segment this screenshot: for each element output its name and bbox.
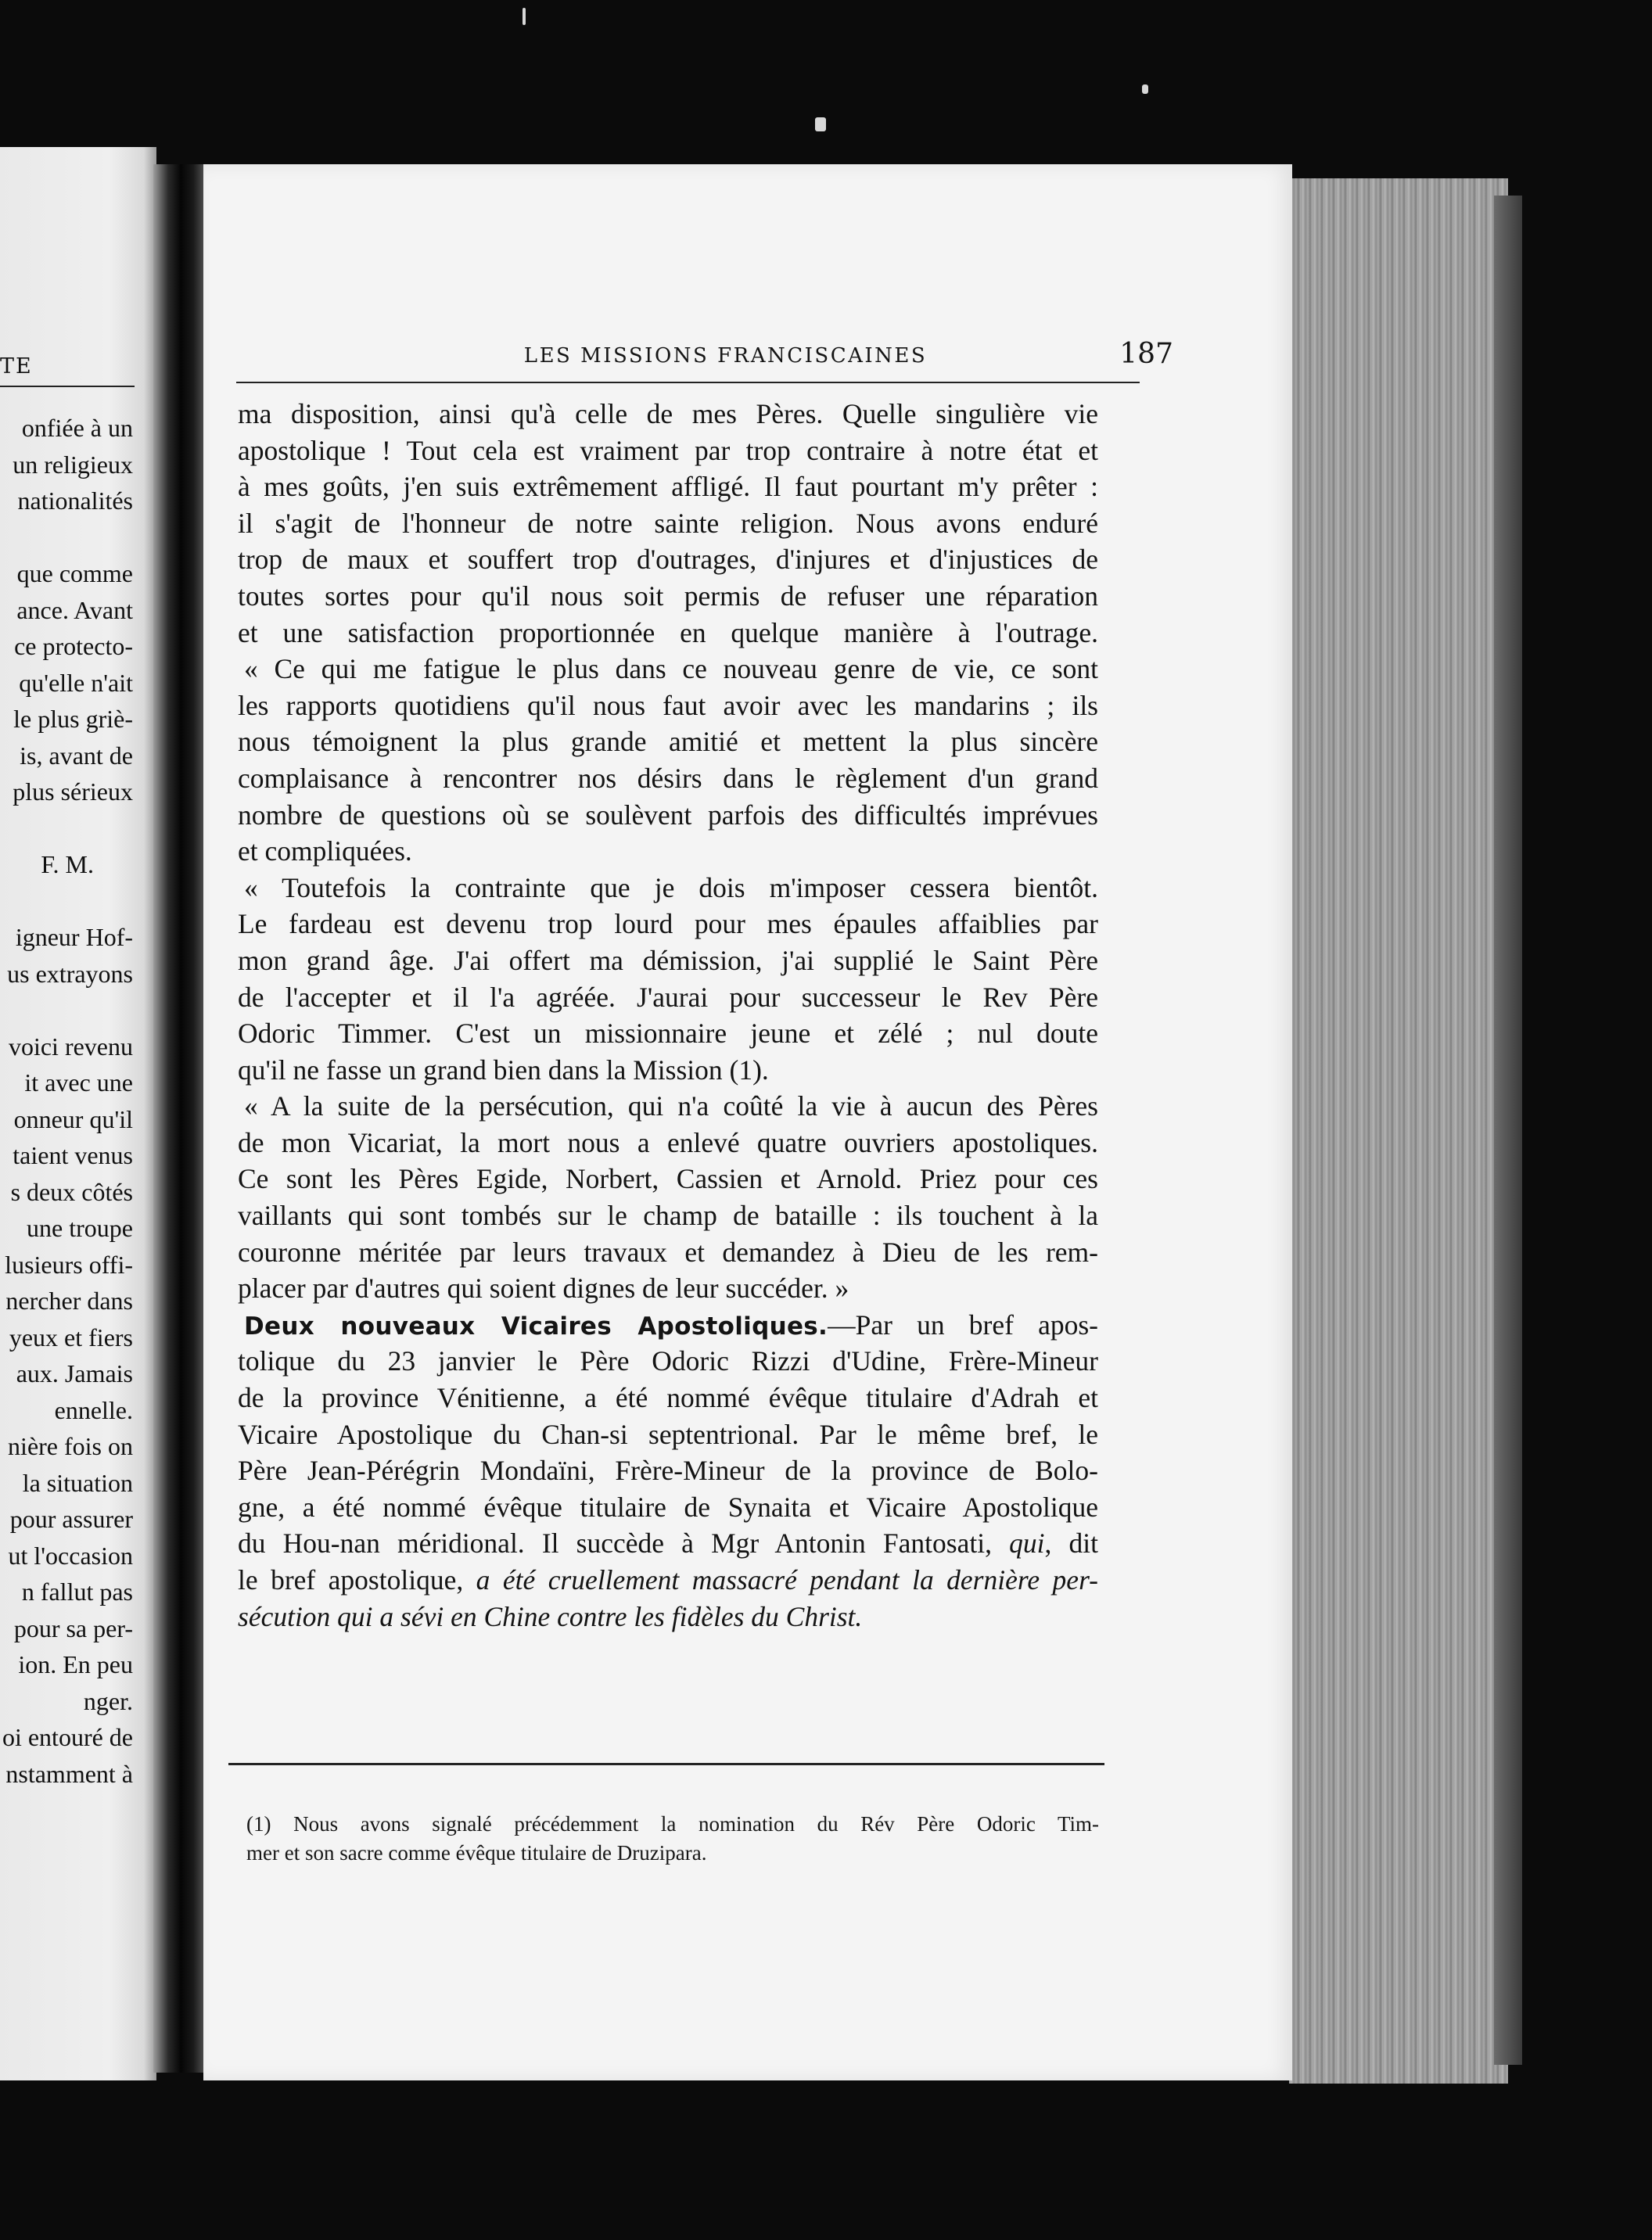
left-line: taient venus	[13, 1141, 133, 1169]
left-line: yeux et fiers	[9, 1323, 133, 1352]
text-line: de mon Vicariat, la mort nous a enlevé quatre ouvriers apostoliques.	[238, 1126, 1098, 1158]
footnote-line: mer et son sacre comme évêque titulaire de Druzipara.	[246, 1841, 707, 1865]
left-line: nationalités	[17, 486, 133, 515]
left-line: s deux côtés	[10, 1177, 133, 1206]
italic-fragment: sécution qui a sévi en Chine contre les fidèles du Christ.	[238, 1600, 863, 1632]
text-line: et compliquées.	[238, 835, 412, 867]
section-line	[238, 1307, 1098, 1344]
left-line: un religieux	[13, 450, 133, 479]
left-line: n fallut pas	[21, 1578, 133, 1606]
left-line: us extrayons	[7, 959, 133, 988]
text-line: tolique du 23 janvier le Père Odoric Rizzi d'Udine, Frère-Mineur	[238, 1345, 1098, 1377]
text-line: « A la suite de la persécution, qui n'a coûté la vie à aucun des Pères	[244, 1090, 1098, 1122]
right-page	[203, 164, 1292, 2080]
left-page-text	[0, 410, 133, 1792]
text-line: les rapports quotidiens qu'il nous faut avoir avec les mandarins ; ils	[238, 689, 1098, 721]
left-line	[0, 810, 133, 847]
text-line: il s'agit de l'honneur de notre sainte religion. Nous avons enduré	[238, 507, 1098, 539]
left-line: nstamment à	[5, 1759, 133, 1788]
left-line: oi entouré de	[2, 1723, 133, 1751]
page-number: 187	[1119, 338, 1173, 370]
left-line: le plus griè-	[13, 705, 133, 733]
text-line: trop de maux et souffert trop d'outrages, d'injures et d'injustices de	[238, 544, 1098, 576]
running-head-title: LES MISSIONS FRANCISCAINES	[523, 344, 928, 368]
italic-fragment: qui	[1009, 1527, 1045, 1560]
left-line: une troupe	[27, 1214, 133, 1242]
text-line: « Ce qui me fatigue le plus dans ce nouveau genre de vie, ce sont	[244, 653, 1098, 685]
left-line: pour assurer	[9, 1505, 133, 1533]
text-line: Vicaire Apostolique du Chan-si septentrional. Par le même bref, le	[238, 1418, 1098, 1450]
text-fragment: du Hou-nan méridional. Il succède à Mgr Antonin Fantosati,	[238, 1527, 1010, 1560]
left-line: ance. Avant	[16, 595, 133, 624]
text-line	[238, 1599, 1098, 1635]
left-line	[0, 883, 133, 920]
left-line: onneur qu'il	[13, 1104, 133, 1133]
dust-speck	[1142, 84, 1148, 94]
left-line: ut l'occasion	[8, 1541, 133, 1570]
page-edges-shadow	[1494, 196, 1522, 2065]
left-line: nercher dans	[5, 1287, 133, 1315]
text-line: nous témoignent la plus grande amitié et mettent la plus sincère	[238, 726, 1098, 758]
text-line: Le fardeau est devenu trop lourd pour mes épaules affaiblies par	[238, 908, 1098, 940]
text-line: placer par d'autres qui soient dignes de leur succéder. »	[238, 1273, 849, 1305]
left-facing-page	[0, 147, 156, 2080]
section-heading: Deux nouveaux Vicaires Apostoliques.	[244, 1312, 828, 1341]
running-head	[274, 338, 1177, 374]
text-line: mon grand âge. J'ai offert ma démission, j'ai supplié le Saint Père	[238, 944, 1098, 976]
text-line: vaillants qui sont tombés sur le champ de bataille : ils touchent à la	[238, 1200, 1098, 1232]
left-line: qu'elle n'ait	[19, 668, 133, 697]
body-text	[238, 396, 1098, 1635]
left-line: voici revenu	[8, 1032, 133, 1061]
left-line: ion. En peu	[18, 1650, 133, 1678]
text-line: complaisance à rencontrer nos désirs dans le règlement d'un grand	[238, 762, 1098, 794]
left-line: nière fois on	[8, 1432, 133, 1460]
left-line: aux. Jamais	[16, 1359, 133, 1387]
left-line: que comme	[16, 559, 133, 587]
footnote	[246, 1810, 1099, 1868]
text-line: de la province Vénitienne, a été nommé évêque titulaire d'Adrah et	[238, 1382, 1098, 1414]
text-line: apostolique ! Tout cela est vraiment par trop contraire à notre état et	[238, 434, 1098, 466]
text-line	[238, 1562, 1098, 1599]
dust-speck	[523, 8, 526, 25]
footnote-rule	[228, 1763, 1104, 1765]
left-line: ennelle.	[54, 1395, 133, 1424]
text-fragment: —Par un bref apos-	[828, 1308, 1098, 1341]
text-fragment: , dit	[1044, 1527, 1098, 1560]
text-line: toutes sortes pour qu'il nous soit permis de refuser une réparation	[238, 580, 1098, 612]
book-gutter	[153, 164, 203, 2073]
text-line: et une satisfaction proportionnée en quelque manière à l'outrage.	[238, 616, 1098, 648]
left-head-rule	[0, 386, 135, 387]
left-line	[0, 992, 133, 1028]
text-line: Père Jean-Pérégrin Mondaïni, Frère-Mineur de la province de Bolo-	[238, 1455, 1098, 1487]
text-line	[238, 1525, 1098, 1562]
text-line: ma disposition, ainsi qu'à celle de mes Pères. Quelle singulière vie	[238, 398, 1098, 429]
left-line: onfiée à un	[21, 414, 133, 442]
dust-speck	[815, 117, 826, 131]
footnote-line: (1) Nous avons signalé précédemment la nomination du Rév Père Odoric Tim-	[246, 1812, 1099, 1836]
left-line: it avec une	[24, 1068, 133, 1097]
text-line: nombre de questions où se soulèvent parfois des difficultés imprévues	[238, 799, 1098, 831]
left-line: nger.	[83, 1686, 133, 1715]
left-line: lusieurs offi-	[5, 1250, 133, 1279]
head-rule	[236, 382, 1140, 383]
text-fragment: le bref apostolique,	[238, 1564, 476, 1596]
text-line: de l'accepter et il l'a agréée. J'aurai pour successeur le Rev Père	[238, 981, 1098, 1013]
left-line: plus sérieux	[13, 777, 133, 806]
text-line: gne, a été nommé évêque titulaire de Synaita et Vicaire Apostolique	[238, 1491, 1098, 1523]
text-line: qu'il ne fasse un grand bien dans la Mission (1).	[238, 1054, 769, 1086]
text-line: « Toutefois la contrainte que je dois m'imposer cessera bientôt.	[244, 871, 1098, 903]
left-line	[0, 519, 133, 556]
left-line: is, avant de	[20, 741, 133, 770]
left-line: igneur Hof-	[15, 923, 133, 951]
left-line: pour sa per-	[13, 1614, 133, 1642]
left-running-head: TE	[0, 354, 33, 379]
left-line: la situation	[22, 1468, 133, 1497]
text-line: couronne méritée par leurs travaux et demandez à Dieu de les rem-	[238, 1236, 1098, 1268]
left-signature: F. M.	[41, 850, 94, 878]
page-edges	[1289, 178, 1508, 2084]
text-line: à mes goûts, j'en suis extrêmement affligé. Il faut pourtant m'y prêter :	[238, 471, 1098, 503]
text-line: Odoric Timmer. C'est un missionnaire jeune et zélé ; nul doute	[238, 1018, 1098, 1050]
italic-fragment: a été cruellement massacré pendant la dernière per-	[476, 1564, 1098, 1596]
text-line: Ce sont les Pères Egide, Norbert, Cassien et Arnold. Priez pour ces	[238, 1163, 1098, 1195]
left-line: ce protecto-	[14, 632, 133, 660]
